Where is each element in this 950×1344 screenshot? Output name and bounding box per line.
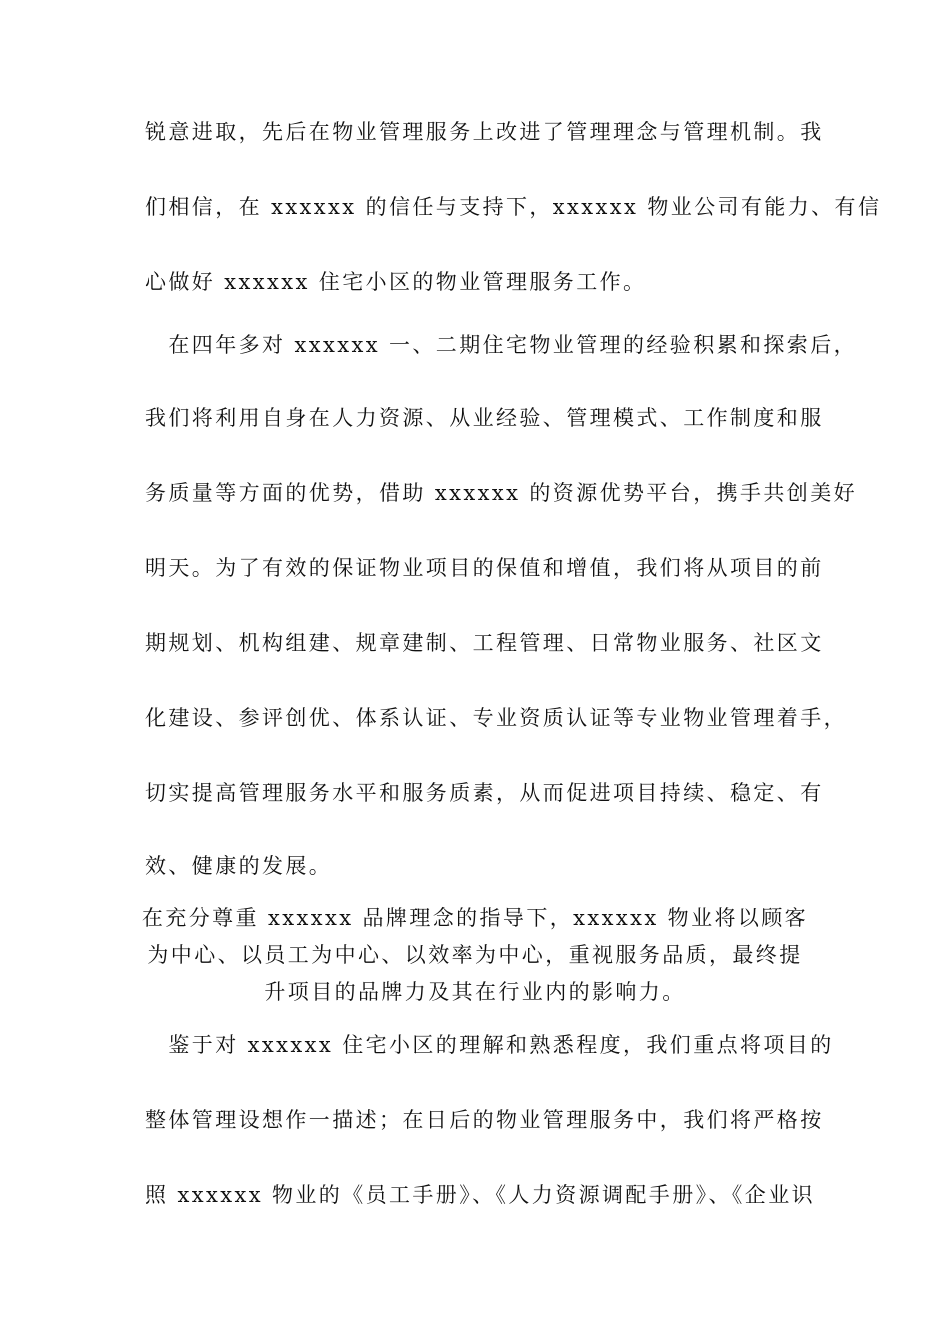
- text-line-centered: 在充分尊重 xxxxxx 品牌理念的指导下，xxxxxx 物业将以顾客: [141, 906, 809, 930]
- text-line: 照 xxxxxx 物业的《员工手册》、《人力资源调配手册》、《企业识: [145, 1183, 816, 1207]
- text-line: 我们将利用自身在人力资源、从业经验、管理模式、工作制度和服: [145, 406, 824, 430]
- text-line: 锐意进取，先后在物业管理服务上改进了管理理念与管理机制。我: [145, 120, 824, 144]
- text-line: 鉴于对 xxxxxx 住宅小区的理解和熟悉程度，我们重点将项目的: [145, 1033, 834, 1057]
- text-line: 效、健康的发展。: [145, 854, 333, 878]
- text-line: 期规划、机构组建、规章建制、工程管理、日常物业服务、社区文: [145, 631, 824, 655]
- text-line: 化建设、参评创优、体系认证、专业资质认证等专业物业管理着手，: [145, 706, 847, 730]
- text-line-centered: 为中心、以员工为中心、以效率为中心，重视服务品质，最终提: [147, 943, 803, 967]
- text-line: 明天。为了有效的保证物业项目的保值和增值，我们将从项目的前: [145, 556, 824, 580]
- text-line: 切实提高管理服务水平和服务质素，从而促进项目持续、稳定、有: [145, 781, 824, 805]
- text-line: 们相信，在 xxxxxx 的信任与支持下，xxxxxx 物业公司有能力、有信: [145, 195, 882, 219]
- text-line: 心做好 xxxxxx 住宅小区的物业管理服务工作。: [145, 270, 647, 294]
- text-line: 在四年多对 xxxxxx 一、二期住宅物业管理的经验积累和探索后，: [145, 333, 858, 357]
- text-line: 整体管理设想作一描述；在日后的物业管理服务中，我们将严格按: [145, 1108, 824, 1132]
- text-line: 务质量等方面的优势，借助 xxxxxx 的资源优势平台，携手共创美好: [145, 481, 858, 505]
- text-line-centered: 升项目的品牌力及其在行业内的影响力。: [264, 980, 686, 1004]
